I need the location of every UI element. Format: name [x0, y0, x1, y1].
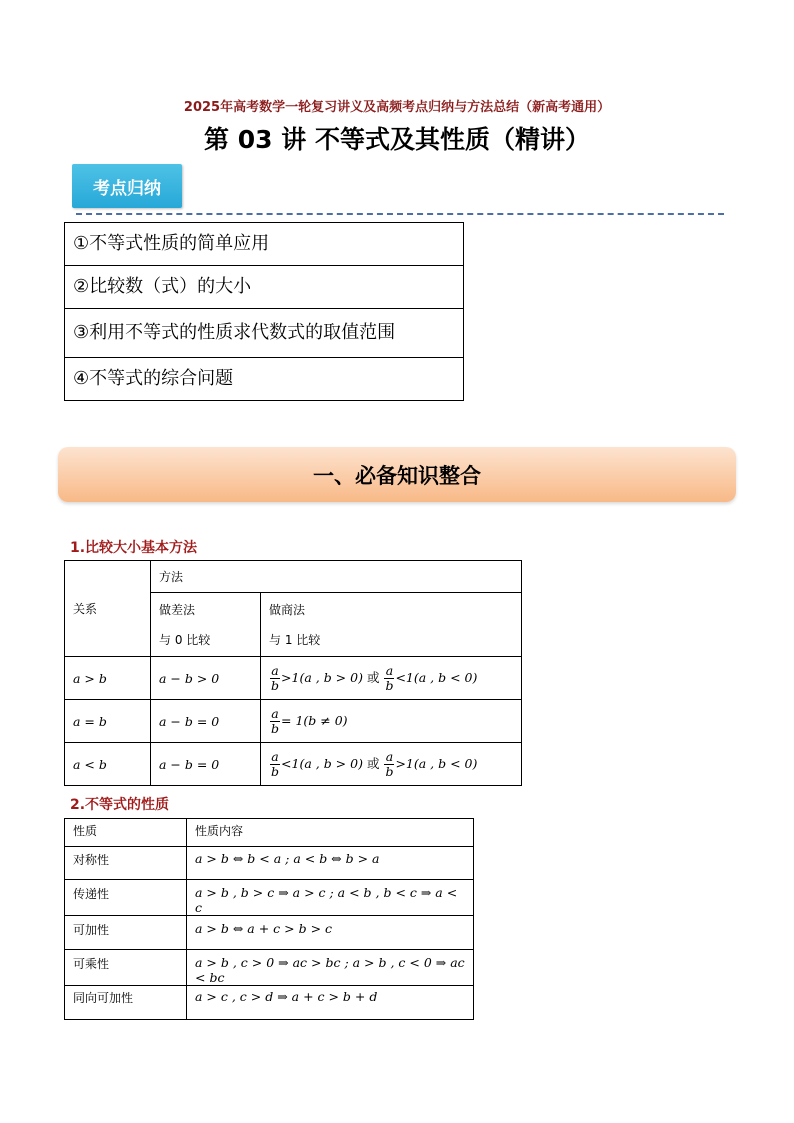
table-row [65, 950, 474, 986]
property-content: a > b ⇔ a + c > b > c [187, 916, 474, 950]
property-name: 传递性 [65, 880, 187, 916]
table-row [65, 880, 474, 916]
table-row [65, 986, 474, 1020]
compare-methods-table [64, 560, 522, 786]
quot-note: 与 1 比较 [269, 632, 321, 647]
document-subtitle: 2025年高考数学一轮复习讲义及高频考点归纳与方法总结（新高考通用） [183, 100, 611, 115]
header-method: 方法 [151, 561, 522, 593]
property-content: a > c , c > d ⇒ a + c > b + d [187, 986, 474, 1020]
table-row [65, 916, 474, 950]
property-name: 可乘性 [65, 950, 187, 986]
quot-cell: $\frac{a}{b}$ = 1(b ≠ 0) [261, 700, 522, 743]
kaodian-item-1: ①不等式性质的简单应用 [65, 223, 464, 266]
header-content: 性质内容 [187, 819, 474, 847]
list-item [65, 309, 464, 358]
quot-cell: $\frac{a}{b}$ <1(a , b > 0) 或 $\frac{a}{b}$ >1(a , b < 0) [261, 743, 522, 786]
kaodian-item-4: ④不等式的综合问题 [65, 358, 464, 401]
table-header-row [65, 819, 474, 847]
inequality-properties-table [64, 818, 474, 1020]
fraction: $\frac{a}{b}$ [271, 705, 280, 736]
header-property: 性质 [65, 819, 187, 847]
diff-cell: a − b = 0 [151, 700, 261, 743]
section-tag: 考点归纳 [72, 164, 182, 208]
property-name: 对称性 [65, 847, 187, 880]
list-item [65, 358, 464, 401]
property-content: a > b , b > c ⇒ a > c ; a < b , b < c ⇒ a < c [187, 880, 474, 916]
fraction: $\frac{a}{b}$ [271, 662, 280, 693]
fraction: $\frac{a}{b}$ [271, 748, 280, 779]
quot-label: 做商法 [269, 602, 306, 617]
table-row [65, 743, 522, 786]
section-banner: 一、必备知识整合 [58, 447, 736, 502]
header-quot [261, 593, 522, 657]
section-1-title: 1.比较大小基本方法 [70, 540, 198, 556]
property-name: 可加性 [65, 916, 187, 950]
list-item [65, 266, 464, 309]
diff-cell: a − b > 0 [151, 657, 261, 700]
page-title: 第 03 讲 不等式及其性质（精讲） [204, 125, 590, 154]
diff-label: 做差法 [159, 602, 196, 617]
header-diff [151, 593, 261, 657]
kaodian-item-2: ②比较数（式）的大小 [65, 266, 464, 309]
dashed-divider [76, 213, 724, 215]
property-content: a > b ⇔ b < a ; a < b ⇔ b > a [187, 847, 474, 880]
relation-cell: a < b [65, 743, 151, 786]
list-item [65, 223, 464, 266]
relation-cell: a > b [65, 657, 151, 700]
property-content: a > b , c > 0 ⇒ ac > bc ; a > b , c < 0 ⇒ ac < bc [187, 950, 474, 986]
fraction: $\frac{a}{b}$ [385, 662, 394, 693]
section-2-title: 2.不等式的性质 [70, 797, 170, 813]
table-row [65, 657, 522, 700]
header-relation: 关系 [65, 561, 151, 657]
diff-note: 与 0 比较 [159, 632, 211, 647]
relation-cell: a = b [65, 700, 151, 743]
property-name: 同向可加性 [65, 986, 187, 1020]
quot-cell: $\frac{a}{b}$ >1(a , b > 0) 或 $\frac{a}{b}$ <1(a , b < 0) [261, 657, 522, 700]
kaodian-item-3: ③利用不等式的性质求代数式的取值范围 [65, 309, 464, 358]
diff-cell: a − b = 0 [151, 743, 261, 786]
fraction: $\frac{a}{b}$ [385, 748, 394, 779]
table-row [65, 847, 474, 880]
kaodian-list [64, 222, 464, 401]
table-row [65, 700, 522, 743]
